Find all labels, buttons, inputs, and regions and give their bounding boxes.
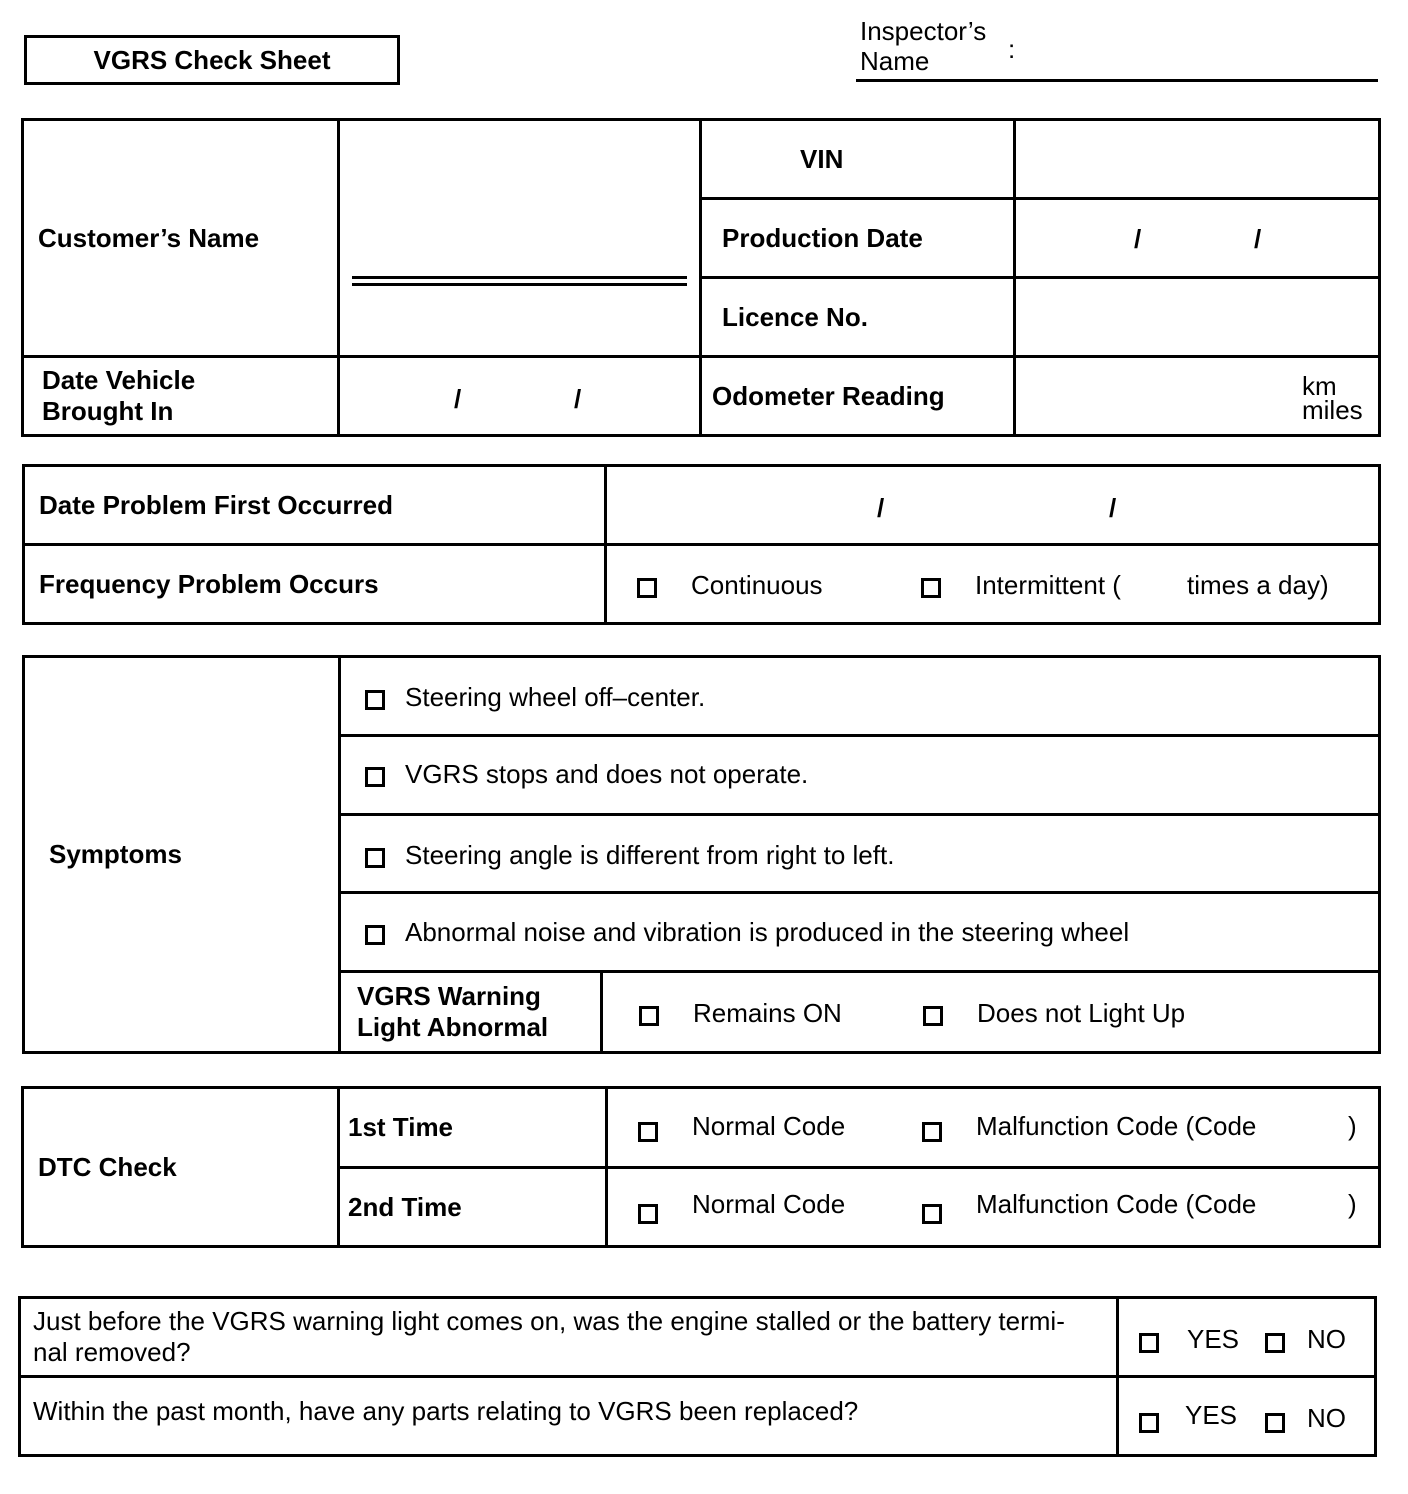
yes-label: YES: [1185, 1400, 1238, 1430]
no-checkbox[interactable]: [1265, 1408, 1285, 1439]
does-not-light-label: Does not Light Up: [977, 998, 1186, 1028]
problem-date-slash-1: /: [877, 493, 885, 523]
date-problem-first-occurred-label: Date Problem First Occurred: [24, 466, 606, 545]
customer-name-underline-2: [352, 283, 687, 286]
dtc-first-time-label: 1st Time: [339, 1088, 607, 1168]
remains-on-label: Remains ON: [693, 998, 842, 1028]
licence-field[interactable]: [1015, 278, 1380, 357]
times-a-day-label: times a day): [1187, 570, 1329, 600]
symptom-label: VGRS stops and does not operate.: [405, 759, 809, 789]
no-label: NO: [1307, 1403, 1346, 1433]
normal-code-label: Normal Code: [692, 1111, 846, 1141]
warning-light-label: VGRS Warning Light Abnormal: [340, 972, 602, 1053]
dtc-check-table: [21, 1086, 1381, 1248]
does-not-light-checkbox[interactable]: [923, 1001, 943, 1032]
symptom-item: [340, 657, 1380, 736]
production-date-label: Production Date: [701, 199, 1015, 278]
date-brought-slash-2: /: [574, 384, 582, 414]
yes-checkbox[interactable]: [1139, 1408, 1159, 1439]
symptoms-table: [22, 655, 1381, 1054]
dtc-check-label: DTC Check: [23, 1088, 339, 1247]
malfunction-code-close: ): [1348, 1111, 1357, 1141]
malfunction-code-label: Malfunction Code (Code: [976, 1111, 1257, 1141]
vin-field[interactable]: [1015, 120, 1380, 199]
inspector-name-label: Inspector’s Name: [860, 16, 987, 76]
customer-name-label: Customer’s Name: [23, 120, 339, 357]
question-1-answers: [1118, 1298, 1376, 1377]
frequency-options: [606, 545, 1380, 624]
customer-name-underline-1: [352, 276, 687, 279]
symptom-item: [340, 736, 1380, 815]
question-stalled-battery: Just before the VGRS warning light comes on, was the engine stalled or the battery termi- nal removed?: [20, 1298, 1118, 1377]
production-date-field[interactable]: [1015, 199, 1380, 278]
normal-code-checkbox[interactable]: [638, 1117, 658, 1148]
symptom-checkbox[interactable]: [365, 762, 385, 793]
check-sheet-title-box: [24, 35, 400, 85]
customer-name-field[interactable]: [339, 120, 701, 357]
odometer-field[interactable]: [1015, 357, 1380, 436]
malfunction-code-label: Malfunction Code (Code: [976, 1189, 1257, 1219]
check-sheet-title: VGRS Check Sheet: [93, 44, 331, 75]
intermittent-checkbox[interactable]: [921, 573, 941, 604]
symptom-checkbox[interactable]: [365, 843, 385, 874]
problem-occurrence-table: [22, 464, 1381, 625]
no-checkbox[interactable]: [1265, 1328, 1285, 1359]
dtc-first-time-options: [607, 1088, 1380, 1168]
odometer-units: km miles: [1302, 371, 1363, 425]
date-brought-in-field[interactable]: [339, 357, 701, 436]
symptom-label: Steering angle is different from right to left.: [405, 840, 895, 870]
vin-label: VIN: [701, 120, 1015, 199]
symptom-label: Steering wheel off–center.: [405, 682, 706, 712]
question-2-answers: [1118, 1377, 1376, 1456]
dtc-second-time-options: [607, 1168, 1380, 1247]
intermittent-label: Intermittent (: [975, 570, 1121, 600]
malfunction-code-checkbox[interactable]: [922, 1117, 942, 1148]
vehicle-info-table: [21, 118, 1381, 437]
odometer-label: Odometer Reading: [701, 357, 1015, 436]
normal-code-checkbox[interactable]: [638, 1199, 658, 1230]
production-date-slash-1: /: [1134, 224, 1142, 254]
date-brought-slash-1: /: [454, 384, 462, 414]
inspector-name-field[interactable]: [856, 79, 1378, 82]
symptom-label: Abnormal noise and vibration is produced in the steering wheel: [405, 917, 1130, 947]
problem-date-slash-2: /: [1109, 493, 1117, 523]
symptoms-label: Symptoms: [24, 657, 340, 1053]
symptom-item: [340, 815, 1380, 893]
symptom-item: [340, 893, 1380, 972]
questions-table: [18, 1296, 1377, 1457]
no-label: NO: [1307, 1324, 1346, 1354]
date-brought-in-label: Date Vehicle Brought In: [23, 357, 339, 436]
question-parts-replaced: Within the past month, have any parts relating to VGRS been replaced?: [20, 1377, 1118, 1456]
production-date-slash-2: /: [1254, 224, 1262, 254]
malfunction-code-checkbox[interactable]: [922, 1199, 942, 1230]
symptom-checkbox[interactable]: [365, 920, 385, 951]
malfunction-code-close: ): [1348, 1189, 1357, 1219]
dtc-second-time-label: 2nd Time: [339, 1168, 607, 1247]
inspector-colon: :: [1008, 34, 1016, 64]
frequency-label: Frequency Problem Occurs: [24, 545, 606, 624]
yes-checkbox[interactable]: [1139, 1328, 1159, 1359]
continuous-checkbox[interactable]: [637, 573, 657, 604]
normal-code-label: Normal Code: [692, 1189, 846, 1219]
date-problem-first-occurred-field[interactable]: [606, 466, 1380, 545]
warning-light-options: [602, 972, 1380, 1053]
remains-on-checkbox[interactable]: [639, 1001, 659, 1032]
symptom-checkbox[interactable]: [365, 685, 385, 716]
continuous-label: Continuous: [691, 570, 823, 600]
yes-label: YES: [1187, 1324, 1240, 1354]
licence-label: Licence No.: [701, 278, 1015, 357]
